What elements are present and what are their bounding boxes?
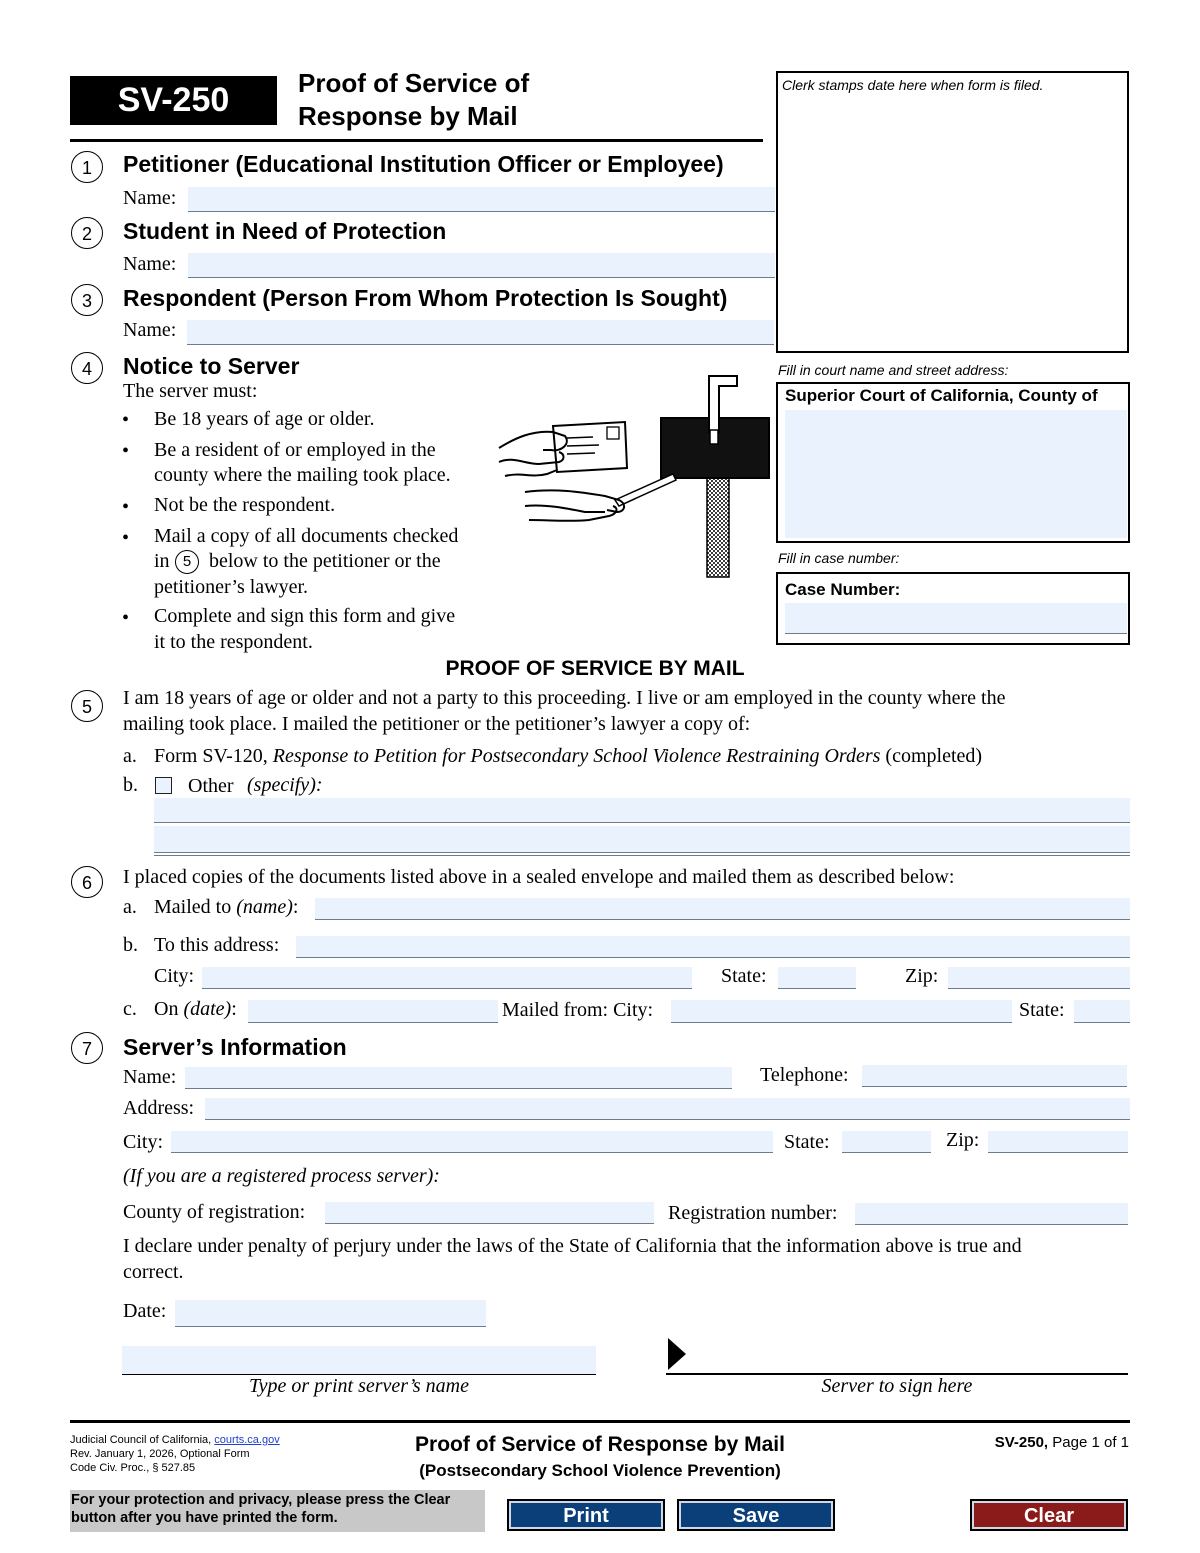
other-checkbox[interactable]: [155, 777, 172, 794]
registered-server-note: (If you are a registered process server):: [123, 1165, 440, 1187]
clerk-stamp-box: [776, 71, 1129, 353]
server-city-label: City:: [123, 1131, 164, 1153]
s5-a-form-ref: Form SV-120,: [154, 745, 268, 767]
server-name-label: Name:: [123, 1066, 177, 1088]
petitioner-name-label: Name:: [123, 187, 177, 209]
other-specify-input-2[interactable]: [154, 826, 1130, 853]
notice-bullet-3: Not be the respondent.: [154, 494, 336, 516]
mailed-to-name-input[interactable]: [315, 898, 1130, 920]
petitioner-name-input[interactable]: [188, 187, 775, 212]
privacy-line2: button after you have printed the form.: [71, 1510, 338, 1526]
section-4-number: 4: [71, 352, 103, 384]
notice-bullet-5a: Complete and sign this form and give: [154, 605, 456, 627]
s5-a-completed: (completed): [885, 745, 983, 767]
mailed-from-city-input[interactable]: [671, 1000, 1012, 1023]
mailing-date-hint: (date): [183, 998, 232, 1020]
other-specify-rule: [154, 855, 1130, 856]
section-2-title: Student in Need of Protection: [123, 218, 447, 244]
mailed-from-city-label: Mailed from: City:: [502, 999, 654, 1021]
server-zip-label: Zip:: [946, 1129, 980, 1151]
section-5-number: 5: [71, 690, 103, 722]
server-zip-input[interactable]: [988, 1131, 1128, 1153]
privacy-line1: For your protection and privacy, please press the Clear: [71, 1492, 451, 1508]
footer-council: [70, 1433, 280, 1447]
section-1-title: Petitioner (Educational Institution Officer or Employee): [123, 151, 724, 177]
server-telephone-label: Telephone:: [760, 1064, 849, 1086]
section-5-reference: 5: [175, 550, 199, 574]
case-number-heading: Case Number:: [785, 580, 901, 599]
s5-item-a-letter: a.: [123, 745, 137, 767]
server-telephone-input[interactable]: [862, 1065, 1127, 1087]
address-label: To this address:: [154, 934, 280, 956]
section-7-title: Server’s Information: [123, 1034, 347, 1060]
county-registration-input[interactable]: [325, 1202, 654, 1224]
date-label: Date:: [123, 1300, 167, 1322]
footer-rule: [70, 1420, 1130, 1423]
case-number-field[interactable]: [785, 603, 1127, 634]
declaration-line1: I declare under penalty of perjury under the laws of the State of California that the information above is true and: [123, 1235, 1022, 1257]
s6-item-a-letter: a.: [123, 896, 137, 918]
s6-item-b-letter: b.: [123, 934, 138, 956]
clear-button[interactable]: Clear: [970, 1499, 1128, 1531]
court-name-address-field[interactable]: [785, 410, 1127, 538]
bullet-dot: •: [122, 496, 130, 518]
footer-title: Proof of Service of Response by Mail: [415, 1433, 785, 1456]
mailed-city-input[interactable]: [202, 967, 692, 989]
mailed-from-state-label: State:: [1019, 999, 1065, 1021]
mailing-date-input[interactable]: [248, 1000, 498, 1023]
s6-intro: I placed copies of the documents listed above in a sealed envelope and mailed them as described below:: [123, 866, 955, 888]
courts-link[interactable]: courts.ca.gov: [214, 1434, 280, 1446]
save-button[interactable]: Save: [677, 1499, 835, 1531]
print-button[interactable]: Print: [507, 1499, 665, 1531]
notice-bullet-2a: Be a resident of or employed in the: [154, 439, 436, 461]
section-2-number: 2: [71, 217, 103, 249]
mailed-to-text: Mailed to: [154, 896, 232, 918]
student-name-input[interactable]: [188, 253, 775, 278]
other-specify-label: (specify):: [247, 774, 323, 796]
form-code: SV-250: [117, 81, 230, 119]
court-heading: Superior Court of California, County of: [785, 386, 1098, 405]
type-name-caption: Type or print server’s name: [249, 1375, 469, 1397]
form-title-line2: Response by Mail: [298, 101, 518, 131]
proof-of-service-heading: PROOF OF SERVICE BY MAIL: [445, 657, 745, 680]
mailed-zip-label: Zip:: [905, 965, 939, 987]
mailed-to-colon: :: [292, 896, 299, 918]
notice-bullet-4b-pre: in: [154, 550, 170, 572]
s5-item-a-text: [154, 744, 982, 768]
notice-bullet-4a: Mail a copy of all documents checked: [154, 525, 459, 547]
section-3-number: 3: [71, 284, 103, 316]
bullet-dot: •: [122, 607, 130, 629]
mailed-state-input[interactable]: [778, 967, 856, 989]
server-name-input[interactable]: [185, 1067, 732, 1089]
section-4-title: Notice to Server: [123, 353, 300, 379]
declaration-line2: correct.: [123, 1261, 184, 1283]
mailed-from-state-input[interactable]: [1074, 1000, 1130, 1023]
mailed-state-label: State:: [721, 965, 767, 987]
notice-bullet-5b: it to the respondent.: [154, 631, 313, 653]
server-state-input[interactable]: [842, 1131, 931, 1153]
notice-intro: The server must:: [123, 380, 258, 402]
server-printed-name-input[interactable]: [122, 1346, 596, 1375]
notice-bullet-4c: petitioner’s lawyer.: [154, 576, 309, 598]
other-label: Other: [188, 775, 234, 797]
header-rule: [70, 139, 763, 142]
mailing-date-on: On: [154, 998, 179, 1020]
form-title-line1: Proof of Service of: [298, 68, 530, 98]
mailed-to-name-hint: (name): [236, 896, 293, 918]
server-state-label: State:: [784, 1131, 830, 1153]
sign-here-caption: Server to sign here: [821, 1375, 973, 1397]
notice-bullet-1: Be 18 years of age or older.: [154, 408, 375, 430]
footer-code: Code Civ. Proc., § 527.85: [70, 1462, 196, 1474]
respondent-name-label: Name:: [123, 319, 177, 341]
clerk-stamp-label: Clerk stamps date here when form is filed.: [782, 77, 1044, 93]
mailed-to-label: [154, 895, 298, 919]
mailed-city-label: City:: [154, 965, 195, 987]
section-7-number: 7: [71, 1032, 103, 1064]
s5-a-form-title: Response to Petition for Postsecondary School Violence Restraining Orders: [272, 745, 881, 767]
bullet-dot: •: [122, 440, 130, 462]
section-6-number: 6: [71, 866, 103, 898]
s6-item-c-letter: c.: [123, 998, 137, 1020]
student-name-label: Name:: [123, 253, 177, 275]
registration-number-input[interactable]: [855, 1203, 1128, 1225]
court-fill-label: Fill in court name and street address:: [778, 362, 1009, 378]
section-1-number: 1: [71, 151, 103, 183]
hands-mailing-letter-to-mailbox-icon: [495, 372, 775, 582]
case-fill-label: Fill in case number:: [778, 550, 900, 566]
other-specify-input-1[interactable]: [154, 798, 1130, 823]
notice-bullet-2b: county where the mailing took place.: [154, 464, 451, 486]
mailed-address-input[interactable]: [296, 936, 1130, 958]
section-3-title: Respondent (Person From Whom Protection Is Sought): [123, 285, 728, 311]
s5-statement-line2: mailing took place. I mailed the petitioner or the petitioner’s lawyer a copy of:: [123, 713, 751, 735]
footer-page-number: Page 1 of 1: [1052, 1434, 1129, 1451]
notice-bullet-4b-post: below to the petitioner or the: [209, 550, 441, 572]
s5-statement-line1: I am 18 years of age or older and not a party to this proceeding. I live or am employed in the county where the: [123, 687, 1006, 709]
footer-page-ref: [930, 1434, 1129, 1452]
mailing-date-colon: :: [231, 998, 237, 1020]
mailed-zip-input[interactable]: [948, 967, 1130, 989]
server-address-label: Address:: [123, 1097, 195, 1119]
county-registration-label: County of registration:: [123, 1201, 306, 1223]
council-name: Judicial Council of California,: [70, 1434, 212, 1446]
server-city-input[interactable]: [171, 1131, 773, 1153]
mailing-date-label: [154, 997, 237, 1021]
bullet-dot: •: [122, 409, 130, 431]
declaration-date-input[interactable]: [175, 1300, 486, 1327]
respondent-name-input[interactable]: [187, 320, 774, 345]
server-address-input[interactable]: [205, 1098, 1130, 1120]
footer-revision: Rev. January 1, 2026, Optional Form: [70, 1448, 250, 1460]
registration-number-label: Registration number:: [668, 1202, 838, 1224]
s5-item-b-letter: b.: [123, 774, 138, 796]
bullet-dot: •: [122, 527, 130, 549]
signature-arrow-icon: [668, 1338, 686, 1370]
footer-form-code: SV-250,: [994, 1434, 1049, 1451]
footer-subtitle: (Postsecondary School Violence Prevention): [419, 1461, 781, 1480]
